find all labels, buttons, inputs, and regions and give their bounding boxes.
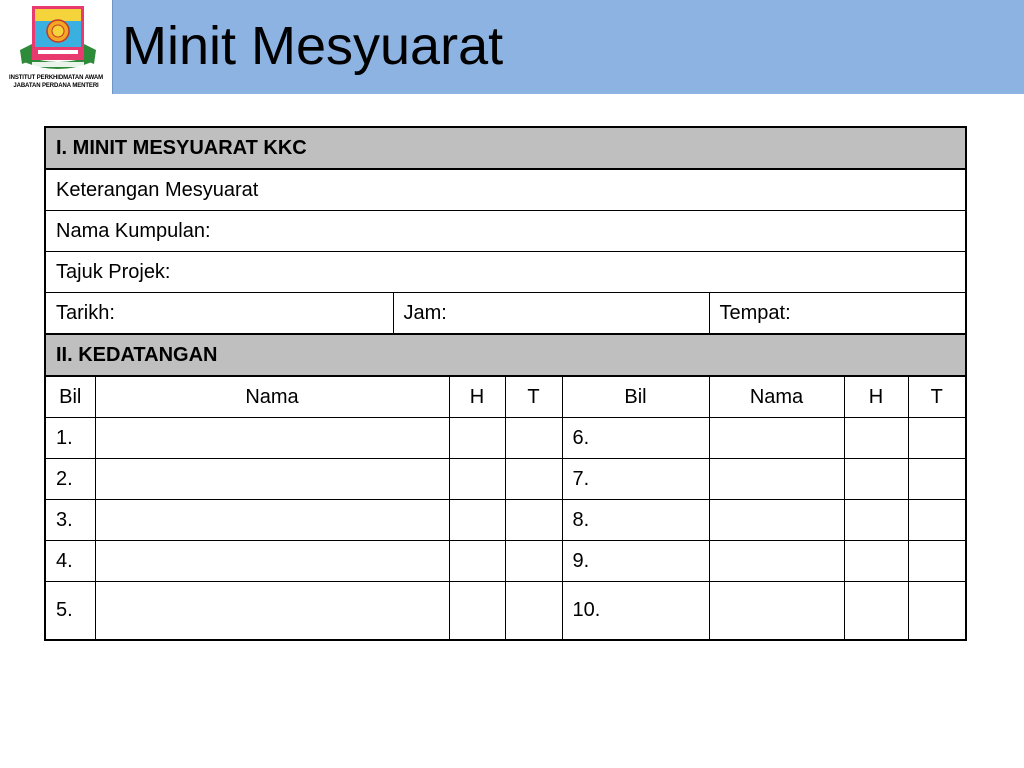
nama-right-cell[interactable] xyxy=(709,541,844,582)
h-right-cell[interactable] xyxy=(844,541,908,582)
bil-left: 5. xyxy=(45,582,95,641)
bil-right: 9. xyxy=(562,541,709,582)
col-header-bil-right: Bil xyxy=(562,376,709,418)
bil-right: 10. xyxy=(562,582,709,641)
t-right-cell[interactable] xyxy=(908,500,966,541)
t-right-cell[interactable] xyxy=(908,541,966,582)
attendance-row xyxy=(45,418,966,459)
t-left-cell[interactable] xyxy=(505,582,562,641)
nama-left-cell[interactable] xyxy=(95,541,449,582)
nama-kumpulan-row xyxy=(45,211,966,252)
section-2-title: II. KEDATANGAN xyxy=(45,334,966,376)
section-1-header-row xyxy=(45,127,966,169)
keterangan-field[interactable]: Keterangan Mesyuarat xyxy=(45,169,966,211)
col-header-nama-left: Nama xyxy=(95,376,449,418)
nama-right-cell[interactable] xyxy=(709,418,844,459)
attendance-row xyxy=(45,500,966,541)
t-left-cell[interactable] xyxy=(505,500,562,541)
h-left-cell[interactable] xyxy=(449,500,505,541)
col-header-bil-left: Bil xyxy=(45,376,95,418)
logo xyxy=(0,0,112,94)
col-header-nama-right: Nama xyxy=(709,376,844,418)
bil-left: 2. xyxy=(45,459,95,500)
t-right-cell[interactable] xyxy=(908,582,966,641)
nama-left-cell[interactable] xyxy=(95,459,449,500)
section-2-header-row xyxy=(45,334,966,376)
date-time-place-row xyxy=(45,293,966,335)
t-right-cell[interactable] xyxy=(908,459,966,500)
tempat-field[interactable]: Tempat: xyxy=(709,293,966,335)
h-left-cell[interactable] xyxy=(449,418,505,459)
section-1-title: I. MINIT MESYUARAT KKC xyxy=(45,127,966,169)
nama-kumpulan-field[interactable]: Nama Kumpulan: xyxy=(45,211,966,252)
logo-caption xyxy=(2,75,110,90)
attendance-row xyxy=(45,541,966,582)
t-left-cell[interactable] xyxy=(505,459,562,500)
t-left-cell[interactable] xyxy=(505,541,562,582)
col-header-h-right: H xyxy=(844,376,908,418)
tajuk-projek-field[interactable]: Tajuk Projek: xyxy=(45,252,966,293)
bil-left: 3. xyxy=(45,500,95,541)
jam-field[interactable]: Jam: xyxy=(393,293,709,335)
tarikh-field[interactable]: Tarikh: xyxy=(45,293,393,335)
crest-icon xyxy=(18,4,98,74)
logo-line-2: JABATAN PERDANA MENTERI xyxy=(13,82,99,89)
page-title: Minit Mesyuarat xyxy=(122,16,504,76)
logo-line-1: INSTITUT PERKHIDMATAN AWAM xyxy=(9,75,103,81)
col-header-t-right: T xyxy=(908,376,966,418)
attendance-row xyxy=(45,582,966,641)
attendance-header-row xyxy=(45,376,966,418)
tajuk-projek-row xyxy=(45,252,966,293)
h-left-cell[interactable] xyxy=(449,541,505,582)
t-right-cell[interactable] xyxy=(908,418,966,459)
bil-left: 1. xyxy=(45,418,95,459)
col-header-h-left: H xyxy=(449,376,505,418)
h-right-cell[interactable] xyxy=(844,500,908,541)
col-header-t-left: T xyxy=(505,376,562,418)
minutes-form-table xyxy=(44,126,967,641)
nama-right-cell[interactable] xyxy=(709,459,844,500)
h-left-cell[interactable] xyxy=(449,459,505,500)
bil-right: 6. xyxy=(562,418,709,459)
h-left-cell[interactable] xyxy=(449,582,505,641)
nama-left-cell[interactable] xyxy=(95,418,449,459)
h-right-cell[interactable] xyxy=(844,418,908,459)
nama-right-cell[interactable] xyxy=(709,500,844,541)
t-left-cell[interactable] xyxy=(505,418,562,459)
nama-right-cell[interactable] xyxy=(709,582,844,641)
attendance-row xyxy=(45,459,966,500)
nama-left-cell[interactable] xyxy=(95,582,449,641)
keterangan-row xyxy=(45,169,966,211)
bil-right: 8. xyxy=(562,500,709,541)
nama-left-cell[interactable] xyxy=(95,500,449,541)
bil-right: 7. xyxy=(562,459,709,500)
bil-left: 4. xyxy=(45,541,95,582)
h-right-cell[interactable] xyxy=(844,459,908,500)
h-right-cell[interactable] xyxy=(844,582,908,641)
